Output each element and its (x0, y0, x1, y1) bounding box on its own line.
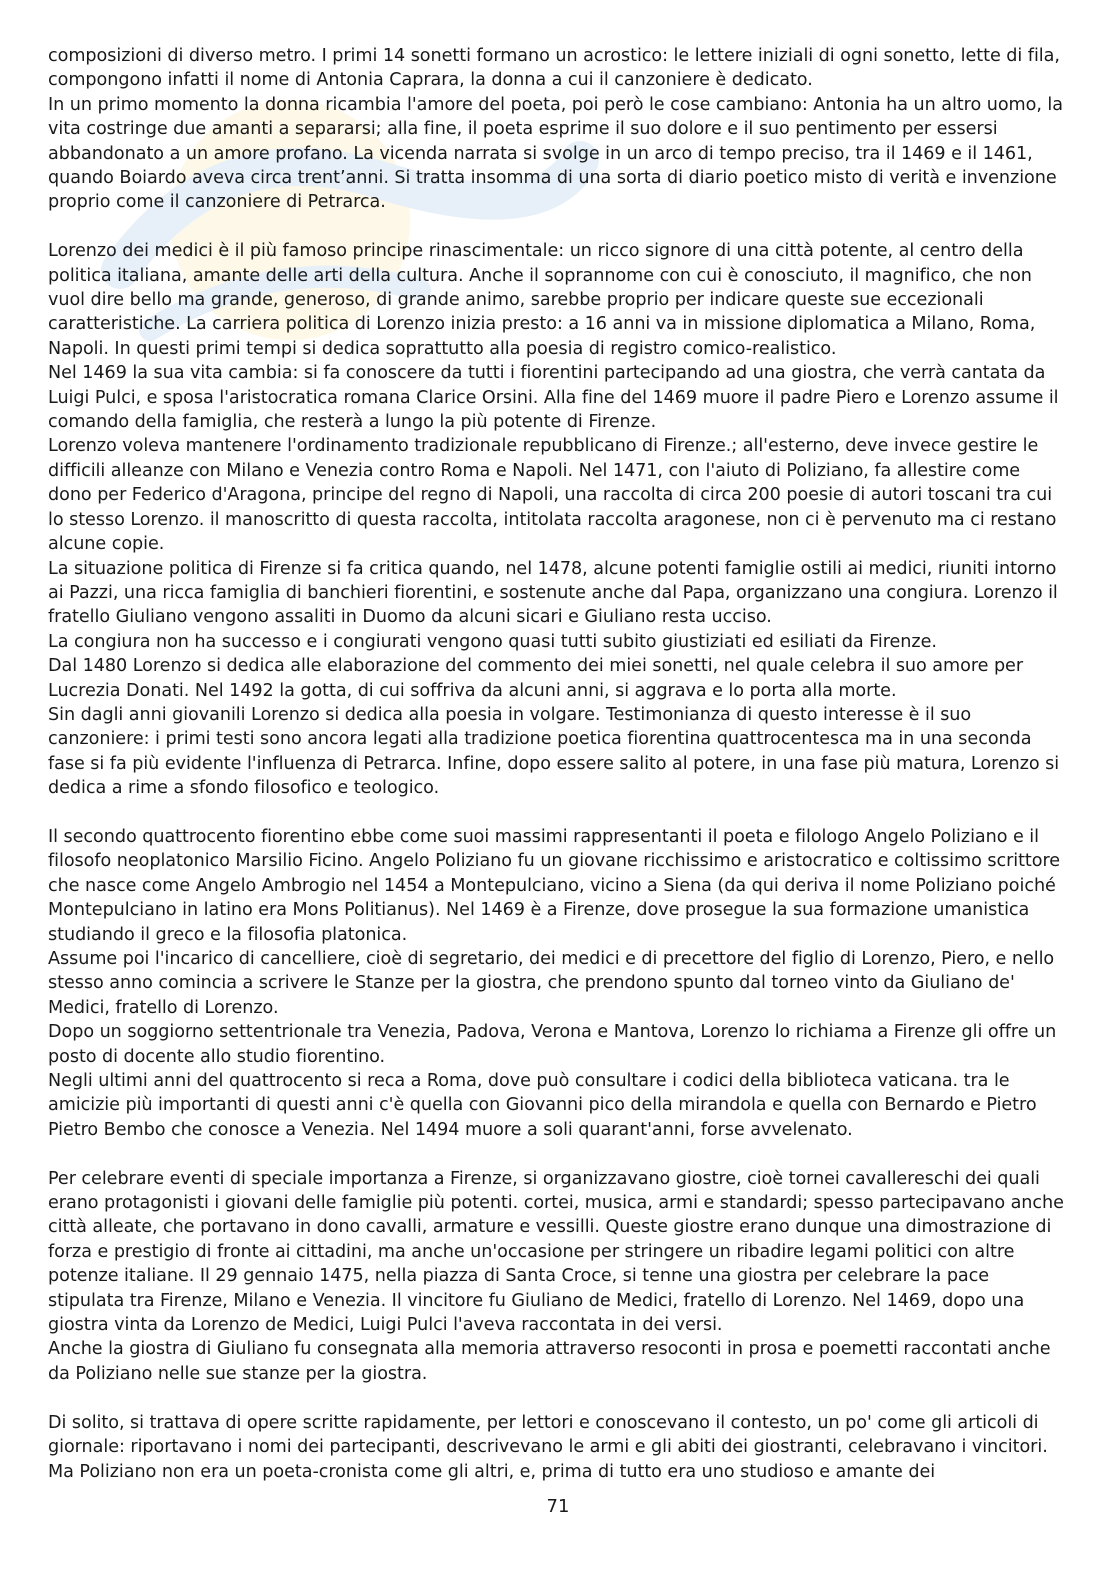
paragraph: Dal 1480 Lorenzo si dedica alle elaborazione del commento dei miei sonetti, nel quale celebra il suo amore per Lucrezia Donati. Nel 1492 la gotta, di cui soffriva da alcuni anni, si aggrava e lo porta alla morte. (48, 656, 1024, 701)
paragraph: Lorenzo voleva mantenere l'ordinamento tradizionale repubblicano di Firenze.; all'esterno, deve invece gestire le difficili alleanze con Milano e Venezia contro Roma e Napoli. Nel 1471, con l'aiuto di Poliziano, fa allestire come dono per Federico d'Aragona, principe del regno di Napoli, una raccolta di circa 200 poesie di autori toscani tra cui lo stesso Lorenzo. il manoscritto di questa raccolta, intitolata raccolta aragonese, non ci è pervenuto ma ci restano alcune copie. (48, 436, 1057, 555)
paragraph: Dopo un soggiorno settentrionale tra Venezia, Padova, Verona e Mantova, Lorenzo lo richiama a Firenze gli offre un posto di docente allo studio fiorentino. (48, 1022, 1057, 1067)
text-section (48, 44, 1068, 215)
paragraph: La congiura non ha successo e i congiurati vengono quasi tutti subito giustiziati ed esiliati da Firenze. (48, 631, 937, 652)
paragraph: In un primo momento la donna ricambia l'amore del poeta, poi però le cose cambiano: Antonia ha un altro uomo, la vita costringe due amanti a separarsi; alla fine, il poeta esprime il suo dolore e il suo pentimento per essersi abbandonato a un amore profano. La vicenda narrata si svolge in un arco di tempo preciso, tra il 1469 e il 1461, quando Boiardo aveva circa trent’anni. Si tratta insomma di una sorta di diario poetico misto di verità e invenzione proprio come il canzoniere di Petrarca. (48, 94, 1063, 213)
page-number: 71 (546, 1496, 570, 1517)
paragraph: Lorenzo dei medici è il più famoso principe rinascimentale: un ricco signore di una città potente, al centro della politica italiana, amante delle arti della cultura. Anche il soprannome con cui è conosciuto, il magnifico, che non vuol dire bello ma grande, generoso, di grande animo, sarebbe proprio per indicare queste sue eccezionali caratteristiche. La carriera politica di Lorenzo inizia presto: a 16 anni va in missione diplomatica a Milano, Roma, Napoli. In questi primi tempi si dedica soprattutto alla poesia di registro comico-realistico. (48, 241, 1036, 359)
paragraph: composizioni di diverso metro. I primi 14 sonetti formano un acrostico: le lettere iniziali di ogni sonetto, lette di fila, compongono infatti il nome di Antonia Caprara, la donna a cui il canzoniere è dedicato. (48, 46, 1060, 91)
document-body (48, 44, 1068, 1508)
paragraph: La situazione politica di Firenze si fa critica quando, nel 1478, alcune potenti famiglie ostili ai medici, riuniti intorno ai Pazzi, una ricca famiglia di banchieri fiorentini, e sostenute anche dal Papa, organizzano una congiura. Lorenzo il fratello Giuliano vengono assaliti in Duomo da alcuni sicari e Giuliano resta ucciso. (48, 558, 1058, 628)
paragraph: Di solito, si trattava di opere scritte rapidamente, per lettori e conoscevano il contesto, un po' come gli articoli di giornale: riportavano i nomi dei partecipanti, descrivevano le armi e gli abiti dei giostranti, celebravano i vincitori. Ma Poliziano non era un poeta-cronista come gli altri, e, prima di tutto era uno studioso e amante dei (48, 1412, 1048, 1482)
text-section (48, 239, 1068, 800)
paragraph: Per celebrare eventi di speciale importanza a Firenze, si organizzavano giostre, cioè tornei cavallereschi dei quali erano protagonisti i giovani delle famiglie più potenti. cortei, musica, armi e standardi; spesso partecipavano anche città alleate, che portavano in dono cavalli, armature e vessilli. Queste giostre erano dunque una dimostrazione di forza e prestigio di fronte ai cittadini, ma anche un'occasione per stringere un ribadire legami politici con altre potenze italiane. Il 29 gennaio 1475, nella piazza di Santa Croce, si tenne una giostra per celebrare la pace stipulata tra Firenze, Milano e Venezia. Il vincitore fu Giuliano de Medici, fratello di Lorenzo. Nel 1469, dopo una giostra vinta da Lorenzo de Medici, Luigi Pulci l'aveva raccontata in dei versi. (48, 1168, 1064, 1336)
paragraph: Assume poi l'incarico di cancelliere, cioè di segretario, dei medici e di precettore del figlio di Lorenzo, Piero, e nello stesso anno comincia a scrivere le Stanze per la giostra, che prendono spunto dal torneo vinto da Giuliano de' Medici, fratello di Lorenzo. (48, 949, 1055, 1018)
paragraph: Sin dagli anni giovanili Lorenzo si dedica alla poesia in volgare. Testimonianza di questo interesse è il suo canzoniere: i primi testi sono ancora legati alla tradizione poetica fiorentina quattrocentesca ma in una seconda fase si fa più evidente l'influenza di Petrarca. Infine, dopo essere salito al potere, in una fase più matura, Lorenzo si dedica a rime a sfondo filosofico e teologico. (48, 704, 1060, 799)
paragraph: Anche la giostra di Giuliano fu consegnata alla memoria attraverso resoconti in prosa e poemetti raccontati anche da Poliziano nelle sue stanze per la giostra. (48, 1339, 1051, 1384)
text-section (48, 825, 1068, 1142)
paragraph: Negli ultimi anni del quattrocento si reca a Roma, dove può consultare i codici della biblioteca vaticana. tra le amicizie più importanti di questi anni c'è quella con Giovanni pico della mirandola e quella con Bernardo e Pietro Pietro Bembo che conosce a Venezia. Nel 1494 muore a soli quarant'anni, forse avvelenato. (48, 1071, 1037, 1140)
text-section (48, 1411, 1068, 1484)
paragraph: Il secondo quattrocento fiorentino ebbe come suoi massimi rappresentanti il poeta e filologo Angelo Poliziano e il filosofo neoplatonico Marsilio Ficino. Angelo Poliziano fu un giovane ricchissimo e aristocratico e coltissimo scrittore che nasce come Angelo Ambrogio nel 1454 a Montepulciano, vicino a Siena (da qui deriva il nome Poliziano poiché Montepulciano in latino era Mons Politianus). Nel 1469 è a Firenze, dove prosegue la sua formazione umanistica studiando il greco e la filosofia platonica. (48, 826, 1061, 945)
text-section (48, 1167, 1068, 1387)
paragraph: Nel 1469 la sua vita cambia: si fa conoscere da tutti i fiorentini partecipando ad una giostra, che verrà cantata da Luigi Pulci, e sposa l'aristocratica romana Clarice Orsini. Alla fine del 1469 muore il padre Piero e Lorenzo assume il comando della famiglia, che resterà a lungo la più potente di Firenze. (48, 363, 1059, 433)
